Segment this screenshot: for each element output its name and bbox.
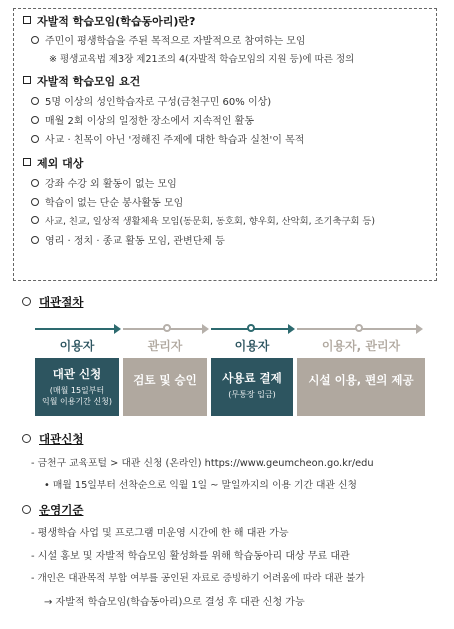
circle-bullet-icon (31, 97, 39, 105)
arrow-head-icon (416, 324, 423, 334)
list-item: 5명 이상의 성인학습자로 구성(금천구민 60% 이상) (31, 93, 271, 108)
square-bullet-icon (23, 158, 31, 166)
arrow-head-icon (202, 324, 209, 334)
flow-arrow (35, 328, 119, 330)
flow-arrow (211, 328, 293, 330)
flow-arrow (123, 328, 207, 330)
step-card-payment: 사용료 결제 (무통장 입금) (211, 358, 293, 416)
list-item: 학습이 없는 단순 봉사활동 모임 (31, 194, 183, 209)
circle-bullet-icon (31, 216, 39, 224)
flow-dot-icon (163, 324, 171, 332)
heading-application: 대관신청 (22, 431, 83, 447)
heading-procedure: 대관절차 (22, 294, 83, 310)
application-line: - 금천구 교육포털 > 대관 신청 (온라인) https://www.geumcheon.go.kr/edu (31, 458, 374, 469)
section-title-definition: 자발적 학습모임(학습동아리)란? (23, 13, 195, 29)
list-item: 주민이 평생학습을 주된 목적으로 자발적으로 참여하는 모임 (31, 32, 306, 47)
heading-criteria: 운영기준 (22, 502, 83, 518)
circle-bullet-icon (31, 36, 39, 44)
circle-bullet-icon (31, 116, 39, 124)
square-bullet-icon (23, 16, 31, 24)
arrow-head-icon (114, 324, 121, 334)
section-title-exclusions: 제외 대상 (23, 155, 83, 171)
role-label: 이용자 (234, 339, 270, 353)
list-item: 영리 · 정치 · 종교 활동 모임, 관변단체 등 (31, 232, 225, 247)
flow-dot-icon (355, 324, 363, 332)
square-bullet-icon (23, 76, 31, 84)
list-item: 사교, 친교, 일상적 생활체육 모임(동문회, 동호회, 향우회, 산악회, 조기축구회 등) (31, 213, 375, 227)
circle-bullet-icon (31, 135, 39, 143)
list-item: 강좌 수강 외 활동이 없는 모임 (31, 175, 177, 190)
list-item: 사교 · 친목이 아닌 '정해진 주제에 대한 학습과 실천'이 목적 (31, 131, 304, 146)
procedure-flow (35, 316, 425, 416)
flow-dot-icon (247, 324, 255, 332)
application-note: • 매월 15일부터 선착순으로 익월 1일 ~ 말일까지의 이용 기간 대관 신청 (44, 480, 357, 491)
circle-bullet-icon (31, 198, 39, 206)
list-item: 매월 2회 이상의 일정한 장소에서 지속적인 활동 (31, 112, 254, 127)
law-note: ※ 평생교육법 제3장 제21조의 4(자발적 학습모임의 지원 등)에 따른 정의 (49, 54, 355, 65)
circle-bullet-icon (22, 505, 31, 514)
criteria-line: - 평생학습 사업 및 프로그램 미운영 시간에 한 해 대관 가능 (31, 528, 289, 539)
role-label: 관리자 (147, 339, 183, 353)
step-card-use: 시설 이용, 편의 제공 (297, 358, 425, 416)
criteria-line: → 자발적 학습모임(학습동아리)으로 결성 후 대관 신청 가능 (44, 597, 305, 608)
circle-bullet-icon (22, 297, 31, 306)
criteria-line: - 개인은 대관목적 부합 여부를 공인된 자료로 증빙하기 어려움에 따라 대관 불가 (31, 573, 365, 584)
arrow-head-icon (288, 324, 295, 334)
criteria-line: - 시설 홍보 및 자발적 학습모임 활성화를 위해 학습동아리 대상 무료 대관 (31, 551, 350, 562)
circle-bullet-icon (22, 434, 31, 443)
section-title-requirements: 자발적 학습모임 요건 (23, 73, 140, 89)
info-box (13, 8, 437, 281)
step-card-review: 검토 및 승인 (123, 358, 207, 416)
circle-bullet-icon (31, 236, 39, 244)
role-label: 이용자 (59, 339, 95, 353)
role-label: 이용자, 관리자 (321, 339, 401, 353)
circle-bullet-icon (31, 179, 39, 187)
step-card-apply: 대관 신청 (매월 15일부터 익월 이용기간 신청) (35, 358, 119, 416)
flow-arrow (297, 328, 421, 330)
